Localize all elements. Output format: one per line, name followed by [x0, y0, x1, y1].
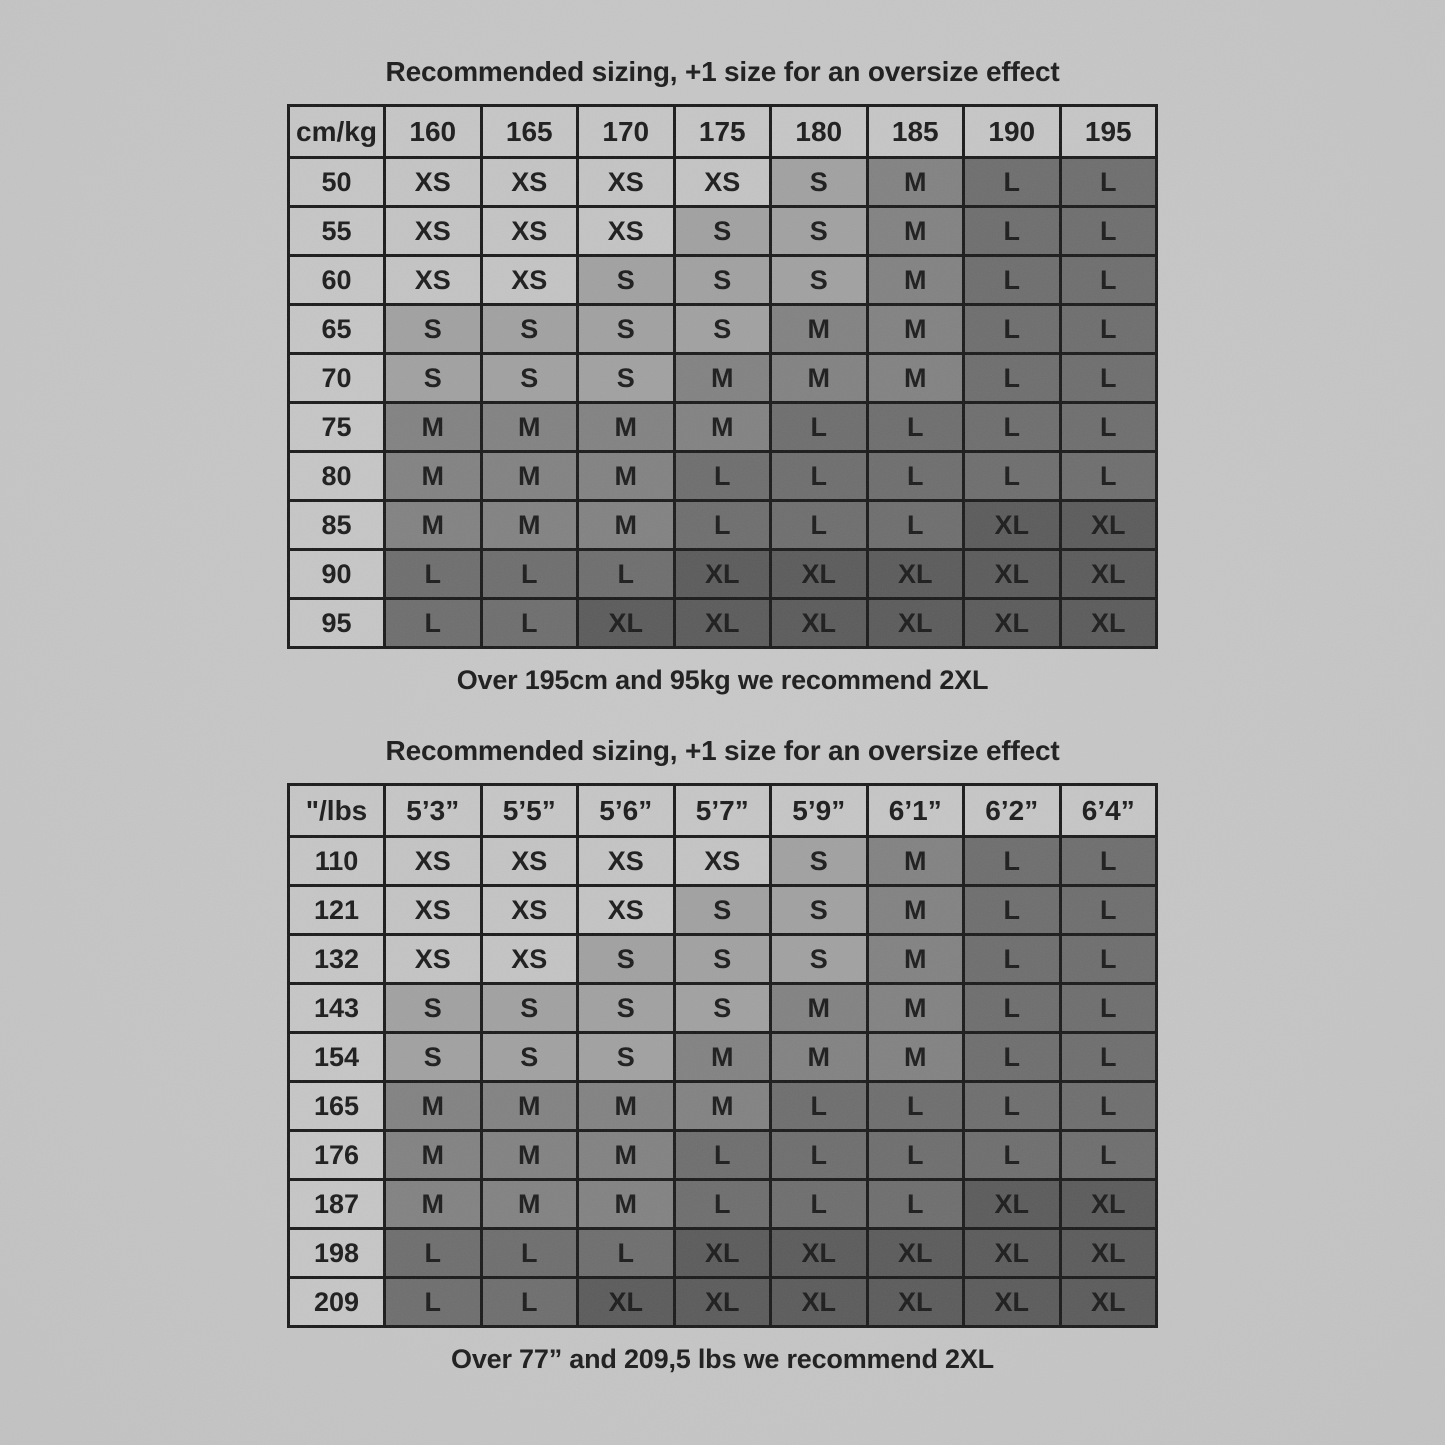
row-label-cell: 70: [289, 354, 385, 403]
size-cell: XS: [385, 837, 482, 886]
size-cell: L: [674, 1131, 771, 1180]
size-cell: XL: [771, 550, 868, 599]
row-label-cell: 65: [289, 305, 385, 354]
row-label-cell: 176: [289, 1131, 385, 1180]
size-cell: XS: [481, 207, 578, 256]
size-cell: XS: [481, 935, 578, 984]
size-cell: S: [674, 207, 771, 256]
size-cell: L: [867, 403, 964, 452]
size-cell: XL: [578, 599, 675, 648]
size-cell: L: [964, 1082, 1061, 1131]
size-cell: XS: [578, 207, 675, 256]
size-cell: M: [385, 1180, 482, 1229]
size-cell: S: [385, 984, 482, 1033]
table-row: [289, 403, 1157, 452]
column-header-cell: 5’7”: [674, 785, 771, 837]
size-cell: XL: [964, 1229, 1061, 1278]
size-cell: L: [964, 305, 1061, 354]
table-title-imperial: Recommended sizing, +1 size for an oversize effect: [385, 735, 1060, 766]
table-row: [289, 1180, 1157, 1229]
header-row: [289, 106, 1157, 158]
row-label-cell: 55: [289, 207, 385, 256]
size-cell: XL: [964, 550, 1061, 599]
size-cell: M: [867, 935, 964, 984]
table-row: [289, 1278, 1157, 1327]
size-cell: S: [578, 935, 675, 984]
size-cell: M: [385, 403, 482, 452]
size-cell: XS: [385, 256, 482, 305]
table-row: [289, 501, 1157, 550]
size-cell: M: [867, 256, 964, 305]
size-cell: S: [674, 305, 771, 354]
size-cell: L: [964, 935, 1061, 984]
column-header-cell: 190: [964, 106, 1061, 158]
column-header-cell: 180: [771, 106, 868, 158]
size-cell: S: [771, 837, 868, 886]
size-cell: M: [481, 1082, 578, 1131]
size-cell: XL: [578, 1278, 675, 1327]
size-cell: S: [674, 256, 771, 305]
size-cell: L: [385, 550, 482, 599]
size-cell: XS: [385, 207, 482, 256]
size-cell: S: [481, 354, 578, 403]
row-label-cell: 50: [289, 158, 385, 207]
size-cell: L: [771, 501, 868, 550]
size-cell: M: [578, 1131, 675, 1180]
table-caption-imperial: Over 77” and 209,5 lbs we recommend 2XL: [451, 1344, 994, 1374]
row-label-cell: 121: [289, 886, 385, 935]
table-row: [289, 1131, 1157, 1180]
size-cell: L: [385, 599, 482, 648]
size-cell: L: [481, 1278, 578, 1327]
size-cell: L: [1060, 403, 1157, 452]
size-cell: XS: [578, 886, 675, 935]
sizing-table-imperial: [287, 783, 1158, 1328]
size-cell: XL: [674, 550, 771, 599]
size-cell: L: [964, 158, 1061, 207]
column-header-cell: 5’9”: [771, 785, 868, 837]
size-cell: M: [481, 501, 578, 550]
size-cell: S: [385, 1033, 482, 1082]
size-cell: L: [964, 403, 1061, 452]
size-cell: L: [1060, 207, 1157, 256]
size-cell: M: [771, 984, 868, 1033]
size-cell: M: [578, 1180, 675, 1229]
size-cell: XS: [674, 837, 771, 886]
size-cell: M: [867, 305, 964, 354]
row-label-cell: 154: [289, 1033, 385, 1082]
table-row: [289, 1082, 1157, 1131]
size-cell: XL: [771, 1278, 868, 1327]
size-cell: L: [578, 1229, 675, 1278]
size-cell: L: [1060, 1082, 1157, 1131]
size-cell: XL: [771, 599, 868, 648]
size-cell: L: [964, 886, 1061, 935]
size-cell: XS: [385, 886, 482, 935]
size-cell: S: [771, 935, 868, 984]
size-cell: XL: [964, 501, 1061, 550]
table-row: [289, 984, 1157, 1033]
size-cell: S: [674, 886, 771, 935]
column-header-cell: 175: [674, 106, 771, 158]
size-cell: XL: [867, 1229, 964, 1278]
size-cell: S: [481, 305, 578, 354]
size-cell: L: [964, 837, 1061, 886]
size-cell: M: [771, 1033, 868, 1082]
size-cell: XS: [385, 935, 482, 984]
size-cell: L: [964, 984, 1061, 1033]
size-cell: L: [481, 1229, 578, 1278]
size-cell: XL: [1060, 1180, 1157, 1229]
size-cell: XL: [1060, 1278, 1157, 1327]
size-cell: L: [964, 354, 1061, 403]
size-cell: L: [867, 1131, 964, 1180]
size-cell: XL: [674, 1278, 771, 1327]
size-cell: S: [481, 1033, 578, 1082]
size-cell: M: [385, 452, 482, 501]
size-cell: XL: [964, 599, 1061, 648]
table-row: [289, 158, 1157, 207]
size-cell: S: [674, 984, 771, 1033]
size-cell: L: [385, 1229, 482, 1278]
size-cell: S: [771, 207, 868, 256]
size-cell: L: [1060, 452, 1157, 501]
size-cell: M: [578, 403, 675, 452]
row-label-cell: 143: [289, 984, 385, 1033]
size-cell: M: [674, 1033, 771, 1082]
table-row: [289, 550, 1157, 599]
size-cell: L: [964, 452, 1061, 501]
table-title-metric: Recommended sizing, +1 size for an oversize effect: [385, 56, 1060, 87]
column-header-cell: 165: [481, 106, 578, 158]
table-row: [289, 305, 1157, 354]
size-cell: L: [867, 1082, 964, 1131]
size-cell: L: [964, 207, 1061, 256]
size-cell: L: [674, 452, 771, 501]
size-cell: M: [771, 305, 868, 354]
size-cell: M: [771, 354, 868, 403]
size-cell: S: [481, 984, 578, 1033]
size-cell: S: [578, 354, 675, 403]
size-cell: L: [1060, 984, 1157, 1033]
row-label-cell: 90: [289, 550, 385, 599]
size-cell: XL: [1060, 550, 1157, 599]
corner-header-cell: cm/kg: [289, 106, 385, 158]
size-cell: S: [771, 256, 868, 305]
column-header-cell: 5’6”: [578, 785, 675, 837]
size-cell: S: [578, 1033, 675, 1082]
size-cell: M: [385, 1082, 482, 1131]
row-label-cell: 209: [289, 1278, 385, 1327]
size-cell: L: [674, 501, 771, 550]
column-header-cell: 6’1”: [867, 785, 964, 837]
size-cell: XS: [578, 837, 675, 886]
column-header-cell: 195: [1060, 106, 1157, 158]
size-cell: L: [481, 599, 578, 648]
size-cell: XL: [1060, 501, 1157, 550]
size-cell: S: [578, 984, 675, 1033]
size-cell: M: [867, 207, 964, 256]
size-cell: XL: [1060, 599, 1157, 648]
size-cell: XL: [771, 1229, 868, 1278]
size-cell: L: [771, 403, 868, 452]
table-row: [289, 354, 1157, 403]
row-label-cell: 132: [289, 935, 385, 984]
size-cell: XL: [964, 1180, 1061, 1229]
table-row: [289, 886, 1157, 935]
table-row: [289, 207, 1157, 256]
size-cell: L: [867, 1180, 964, 1229]
size-cell: XL: [867, 599, 964, 648]
column-header-cell: 170: [578, 106, 675, 158]
table-row: [289, 935, 1157, 984]
size-cell: XL: [867, 1278, 964, 1327]
size-cell: M: [578, 501, 675, 550]
size-cell: M: [674, 403, 771, 452]
size-cell: M: [867, 1033, 964, 1082]
table-caption-metric: Over 195cm and 95kg we recommend 2XL: [456, 665, 989, 695]
size-cell: XL: [674, 599, 771, 648]
size-cell: L: [771, 1082, 868, 1131]
size-cell: XS: [674, 158, 771, 207]
size-cell: M: [674, 1082, 771, 1131]
size-cell: L: [867, 452, 964, 501]
size-cell: L: [674, 1180, 771, 1229]
size-cell: L: [1060, 935, 1157, 984]
table-row: [289, 452, 1157, 501]
size-cell: L: [1060, 886, 1157, 935]
size-cell: M: [578, 452, 675, 501]
table-row: [289, 599, 1157, 648]
row-label-cell: 75: [289, 403, 385, 452]
size-cell: L: [1060, 1131, 1157, 1180]
size-cell: XS: [385, 158, 482, 207]
size-cell: L: [867, 501, 964, 550]
size-cell: S: [674, 935, 771, 984]
size-cell: XL: [964, 1278, 1061, 1327]
size-cell: L: [1060, 305, 1157, 354]
size-cell: L: [771, 1180, 868, 1229]
size-cell: M: [674, 354, 771, 403]
size-cell: XS: [481, 158, 578, 207]
column-header-cell: 6’2”: [964, 785, 1061, 837]
size-cell: L: [385, 1278, 482, 1327]
size-cell: L: [1060, 158, 1157, 207]
size-cell: XS: [481, 837, 578, 886]
size-cell: S: [771, 158, 868, 207]
column-header-cell: 5’5”: [481, 785, 578, 837]
size-cell: S: [578, 256, 675, 305]
table-row: [289, 1033, 1157, 1082]
size-cell: L: [771, 1131, 868, 1180]
row-label-cell: 165: [289, 1082, 385, 1131]
column-header-cell: 160: [385, 106, 482, 158]
size-cell: M: [481, 403, 578, 452]
column-header-cell: 5’3”: [385, 785, 482, 837]
size-cell: S: [385, 305, 482, 354]
row-label-cell: 85: [289, 501, 385, 550]
size-cell: L: [578, 550, 675, 599]
size-cell: M: [481, 1180, 578, 1229]
size-cell: M: [481, 1131, 578, 1180]
size-cell: XS: [578, 158, 675, 207]
size-cell: XL: [867, 550, 964, 599]
row-label-cell: 95: [289, 599, 385, 648]
header-row: [289, 785, 1157, 837]
row-label-cell: 198: [289, 1229, 385, 1278]
size-cell: XL: [1060, 1229, 1157, 1278]
size-cell: L: [1060, 1033, 1157, 1082]
size-cell: M: [867, 158, 964, 207]
row-label-cell: 110: [289, 837, 385, 886]
size-cell: L: [481, 550, 578, 599]
size-cell: M: [385, 1131, 482, 1180]
size-cell: L: [964, 256, 1061, 305]
row-label-cell: 60: [289, 256, 385, 305]
size-cell: S: [771, 886, 868, 935]
size-cell: S: [385, 354, 482, 403]
table-row: [289, 837, 1157, 886]
row-label-cell: 80: [289, 452, 385, 501]
size-cell: L: [1060, 837, 1157, 886]
size-cell: M: [867, 354, 964, 403]
column-header-cell: 6’4”: [1060, 785, 1157, 837]
sizing-table-metric: [287, 104, 1158, 649]
size-cell: M: [867, 886, 964, 935]
size-cell: L: [1060, 354, 1157, 403]
size-cell: XS: [481, 256, 578, 305]
size-cell: L: [1060, 256, 1157, 305]
table-row: [289, 1229, 1157, 1278]
size-cell: M: [385, 501, 482, 550]
size-cell: M: [867, 984, 964, 1033]
size-cell: M: [867, 837, 964, 886]
corner-header-cell: "/lbs: [289, 785, 385, 837]
table-row: [289, 256, 1157, 305]
size-cell: M: [481, 452, 578, 501]
size-cell: XL: [674, 1229, 771, 1278]
size-cell: S: [578, 305, 675, 354]
size-cell: M: [578, 1082, 675, 1131]
column-header-cell: 185: [867, 106, 964, 158]
size-cell: L: [964, 1033, 1061, 1082]
size-cell: L: [771, 452, 868, 501]
size-cell: XS: [481, 886, 578, 935]
row-label-cell: 187: [289, 1180, 385, 1229]
size-cell: L: [964, 1131, 1061, 1180]
